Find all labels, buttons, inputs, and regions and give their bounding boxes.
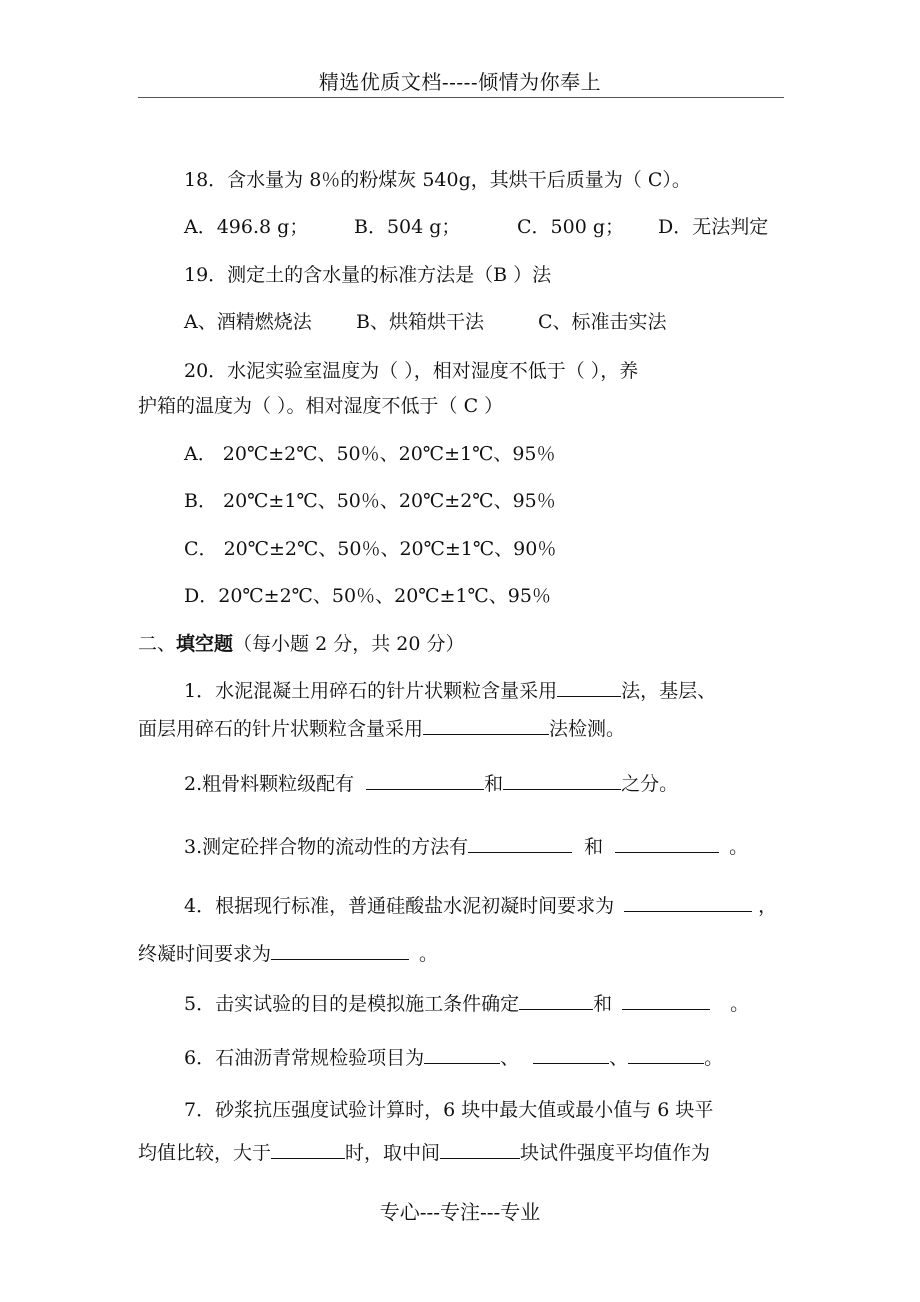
fill-q3-blank-1[interactable] xyxy=(468,834,572,853)
header-divider xyxy=(138,97,784,98)
fill-q4-line1 xyxy=(184,893,777,918)
fill-q6-text-a: 6．石油沥青常规检验项目为 xyxy=(184,1047,425,1069)
q19-option-a: A、酒精燃烧法 xyxy=(184,311,312,333)
fill-q3 xyxy=(184,834,748,859)
fill-q3-text-c: 。 xyxy=(729,836,749,858)
fill-q3-text-b: 和 xyxy=(584,836,604,858)
fill-q3-blank-2[interactable] xyxy=(615,834,719,853)
q20-option-d: D．20℃±2℃、50％、20℃±1℃、95％ xyxy=(184,585,551,607)
q18-stem: 18．含水量为 8％的粉煤灰 540g，其烘干后质量为（ C）。 xyxy=(184,169,691,191)
fill-q6-blank-3[interactable] xyxy=(628,1045,704,1064)
q19-option-c: C、标准击实法 xyxy=(538,311,667,333)
fill-q5-blank-1[interactable] xyxy=(519,991,593,1010)
q19-option-b: B、烘箱烘干法 xyxy=(356,311,484,333)
q20-stem-line1: 20．水泥实验室温度为（ ），相对湿度不低于（ ），养 xyxy=(184,360,639,382)
q20-option-b: B． 20℃±1℃、50％、20℃±2℃、95％ xyxy=(184,490,556,512)
section-scoring-note: （每小题 2 分，共 20 分） xyxy=(233,633,465,655)
fill-q4-blank-1[interactable] xyxy=(624,893,752,912)
fill-q1-text-b: 法，基层、 xyxy=(621,680,717,702)
fill-q4-blank-2[interactable] xyxy=(271,941,409,960)
q20-stem-line2: 护箱的温度为（ ）。相对湿度不低于（ C ） xyxy=(138,395,504,417)
fill-q7-text-d: 块试件强度平均值作为 xyxy=(520,1142,711,1164)
fill-q6-end: 。 xyxy=(704,1047,724,1069)
fill-q7-text-c: 时，取中间 xyxy=(345,1142,441,1164)
fill-q1-text-a: 1．水泥混凝土用碎石的针片状颗粒含量采用 xyxy=(184,680,558,702)
q18-option-a: A．496.8 g； xyxy=(184,216,309,238)
fill-q7-blank-1[interactable] xyxy=(271,1140,345,1159)
page-header: 精选优质文档-----倾情为你奉上 xyxy=(318,70,602,94)
section-number: 二、 xyxy=(138,633,177,655)
q18-option-c: C．500 g； xyxy=(517,216,625,238)
fill-q1-blank-1[interactable] xyxy=(557,678,621,697)
fill-q6-blank-1[interactable] xyxy=(424,1045,500,1064)
fill-q6 xyxy=(184,1045,723,1070)
fill-q1-line1 xyxy=(184,678,716,703)
fill-q5-text-a: 5．击实试验的目的是模拟施工条件确定 xyxy=(184,993,520,1015)
q20-option-a: A． 20℃±2℃、50％、20℃±1℃、95％ xyxy=(184,443,556,465)
fill-q6-sep-2: 、 xyxy=(609,1047,629,1069)
fill-q5-blank-2[interactable] xyxy=(622,991,710,1010)
fill-q2-blank-1[interactable] xyxy=(366,771,484,790)
page-footer: 专心---专注---专业 xyxy=(379,1200,541,1224)
fill-q7-line1: 7．砂浆抗压强度试验计算时，6 块中最大值或最小值与 6 块平 xyxy=(184,1099,714,1121)
fill-q2-text-a: 2.粗骨料颗粒级配有 xyxy=(184,773,355,795)
fill-q7-blank-2[interactable] xyxy=(440,1140,520,1159)
fill-q1-blank-2[interactable] xyxy=(423,716,549,735)
fill-q1-text-d: 法检测。 xyxy=(549,718,626,740)
fill-q2-blank-2[interactable] xyxy=(503,771,621,790)
fill-q6-blank-2[interactable] xyxy=(533,1045,609,1064)
section-title xyxy=(138,632,464,656)
q19-stem: 19．测定土的含水量的标准方法是（B ）法 xyxy=(184,264,552,286)
fill-q1-line2 xyxy=(138,716,625,741)
fill-q5-text-c: 。 xyxy=(730,993,750,1015)
q20-option-c: C． 20℃±2℃、50％、20℃±1℃、90％ xyxy=(184,538,557,560)
fill-q2-text-b: 和 xyxy=(484,773,504,795)
q18-option-b: B．504 g； xyxy=(354,216,461,238)
fill-q7-line2 xyxy=(138,1140,710,1165)
q18-options xyxy=(184,215,769,239)
fill-q6-sep-1: 、 xyxy=(500,1047,520,1069)
fill-q1-text-c: 面层用碎石的针片状颗粒含量采用 xyxy=(138,718,424,740)
fill-q3-text-a: 3.测定砼拌合物的流动性的方法有 xyxy=(184,836,469,858)
fill-q7-text-b: 均值比较，大于 xyxy=(138,1142,272,1164)
fill-q4-line2 xyxy=(138,941,438,966)
fill-q2-text-c: 之分。 xyxy=(621,773,679,795)
section-name: 填空题 xyxy=(176,633,234,655)
fill-q4-text-a: 4．根据现行标准，普通硅酸盐水泥初凝时间要求为 xyxy=(184,895,615,917)
fill-q4-text-b: ， xyxy=(758,895,778,917)
fill-q4-text-c: 终凝时间要求为 xyxy=(138,943,272,965)
q18-option-d: D．无法判定 xyxy=(658,216,769,238)
fill-q5-text-b: 和 xyxy=(593,993,613,1015)
fill-q2 xyxy=(184,771,678,796)
q19-options xyxy=(184,310,667,334)
fill-q5 xyxy=(184,991,749,1016)
fill-q4-text-d: 。 xyxy=(419,943,439,965)
